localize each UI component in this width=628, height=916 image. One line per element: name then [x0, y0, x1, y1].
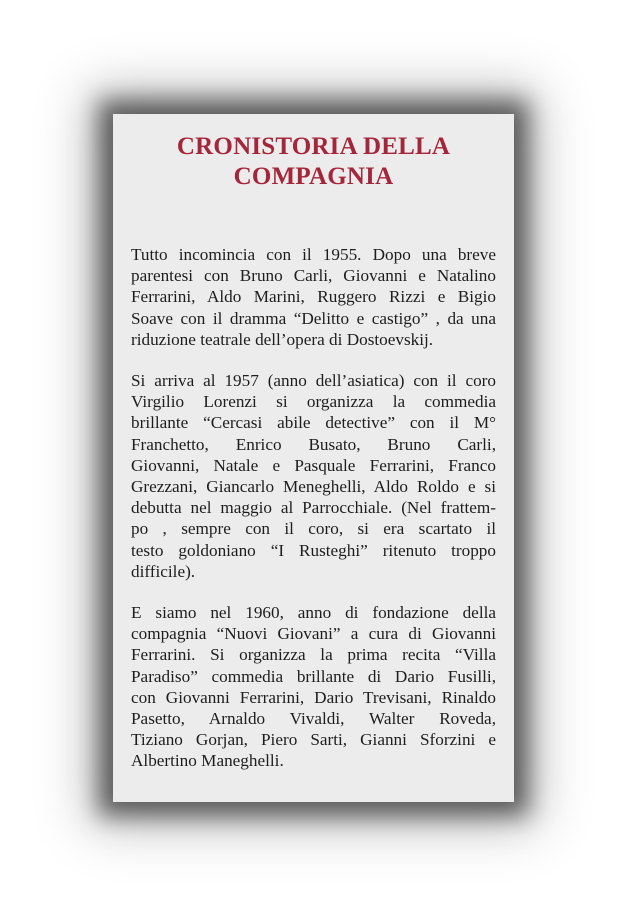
text-line: Soave con il dramma “Delitto e castigo” , da una [131, 308, 496, 328]
paragraph-1955 [131, 244, 496, 350]
text-line: Pasetto, Arnaldo Vivaldi, Walter Roveda, [131, 709, 496, 729]
title-line: CRONISTORIA DELLA [176, 133, 451, 160]
text-line: difficile). [131, 561, 196, 581]
text-line: Tutto incomincia con il 1955. Dopo una breve [131, 245, 496, 264]
text-line: compagnia “Nuovi Giovani” a cura di Giovanni [131, 624, 496, 644]
text-line: con Giovanni Ferrarini, Dario Trevisani, Rinaldo [131, 687, 496, 707]
text-line: E siamo nel 1960, anno di fondazione della [131, 603, 496, 623]
text-line: Albertino Maneghelli. [131, 751, 284, 771]
title-line: COMPAGNIA [233, 163, 394, 190]
text-line: debutta nel maggio al Parrocchiale. (Nel frattem- [131, 498, 496, 518]
text-line: Virgilio Lorenzi si organizza la commedia [131, 392, 496, 412]
text-line: Tiziano Gorjan, Piero Sarti, Gianni Sforzini e [131, 730, 496, 750]
text-line: Franchetto, Enrico Busato, Bruno Carli, [131, 434, 496, 454]
text-line: brillante “Cercasi abile detective” con il M° [131, 413, 496, 433]
text-line: parentesi con Bruno Carli, Giovanni e Natalino [131, 266, 496, 286]
text-line: po , sempre con il coro, si era scartato il [131, 519, 496, 539]
text-line: Ferrarini, Aldo Marini, Ruggero Rizzi e Bigio [131, 287, 496, 307]
text-line: Giovanni, Natale e Pasquale Ferrarini, Franco [131, 455, 496, 475]
paragraph-1960 [131, 602, 496, 772]
text-line: Si arriva al 1957 (anno dell’asiatica) con il coro [131, 371, 496, 391]
document-card [113, 114, 514, 802]
text-line: Ferrarini. Si organizza la prima recita “Villa [131, 645, 496, 665]
paragraph-1957 [131, 370, 496, 582]
document-title [131, 132, 496, 192]
text-line: Grezzani, Giancarlo Meneghelli, Aldo Roldo e si [131, 477, 496, 497]
document-body [131, 244, 496, 772]
text-line: testo goldoniano “I Rusteghi” ritenuto troppo [131, 540, 496, 560]
text-line: Paradiso” commedia brillante di Dario Fusilli, [131, 666, 496, 686]
text-line: riduzione teatrale dell’opera di Dostoevskij. [131, 329, 434, 349]
